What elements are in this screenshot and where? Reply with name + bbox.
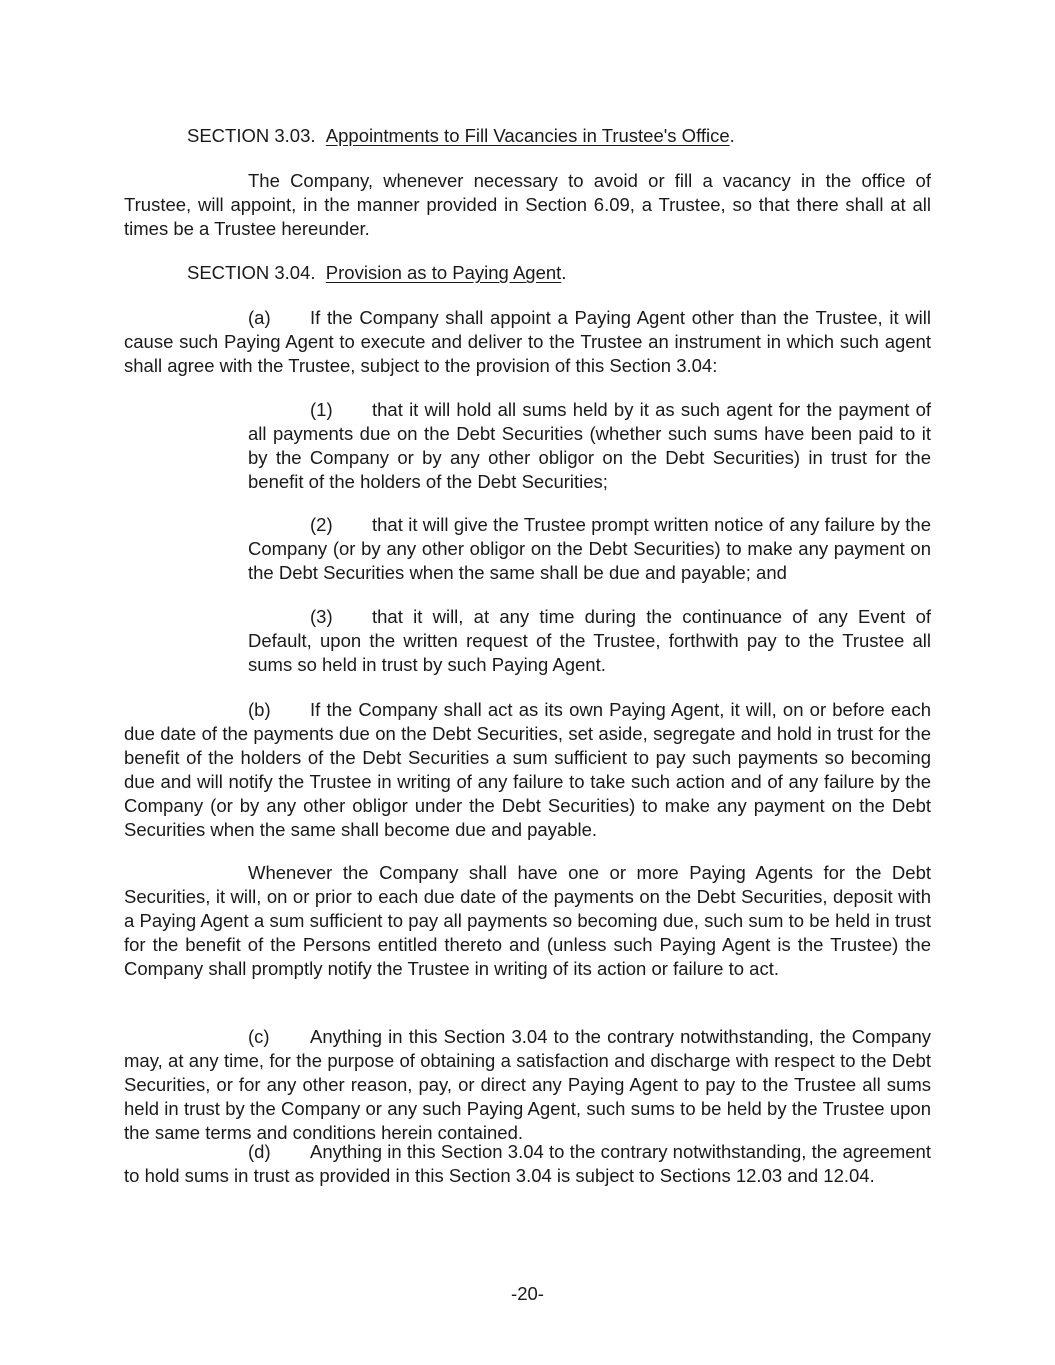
paragraph-a-label: (a) <box>248 307 271 328</box>
sub-item-3-text: that it will, at any time during the continuance of any Event of Default, upon the written request of the Trustee, forthwith pay to the Trustee all sums so held in trust by such Paying Agent. <box>248 606 931 675</box>
page-number: -20- <box>511 1283 544 1304</box>
section-3-04-title: Provision as to Paying Agent <box>325 262 562 283</box>
paragraph-d <box>124 1140 931 1188</box>
paragraph-whenever: Whenever the Company shall have one or more Paying Agents for the Debt Securities, it will, on or prior to each due date of the payments on the Debt Securities, deposit with a Paying Agent a sum sufficient to pay all payments so becoming due, such sum to be held in trust for the benefit of the Persons entitled thereto and (unless such Paying Agent is the Trustee) the Company shall promptly notify the Trustee in writing of its action or failure to act. <box>124 862 931 979</box>
section-3-03-title-suffix: . <box>729 125 735 146</box>
paragraph-c <box>124 1025 931 1145</box>
paragraph-c-text: Anything in this Section 3.04 to the contrary notwithstanding, the Company may, at any time, for the purpose of obtaining a satisfaction and discharge with respect to the Debt Securities, or for any other reason, pay, or direct any Paying Agent to pay to the Trustee all sums held in trust by the Company or any such Paying Agent, such sums to be held by the Trustee upon the same terms and conditions herein contained. <box>124 1026 931 1143</box>
sub-item-2-text: that it will give the Trustee prompt written notice of any failure by the Company (or by any other obligor on the Debt Securities) to make any payment on the Debt Securities when the same shall be due and payable; and <box>248 514 931 583</box>
paragraph-b-text: If the Company shall act as its own Paying Agent, it will, on or before each due date of the payments due on the Debt Securities, set aside, segregate and hold in trust for the benefit of the holders of the Debt Securities a sum sufficient to pay such payments so becoming due and will notify the Trustee in writing of any failure to take such action and of any failure by the Company (or by any other obligor under the Debt Securities) to make any payment on the Debt Securities when the same shall become due and payable. <box>124 699 931 840</box>
sub-item-3-label: (3) <box>310 606 333 627</box>
section-3-04-heading <box>187 261 566 285</box>
section-3-03-body: The Company, whenever necessary to avoid or fill a vacancy in the office of Trustee, will appoint, in the manner provided in Section 6.09, a Trustee, so that there shall at all times be a Trustee hereunder. <box>124 170 931 239</box>
sub-item-1-text: that it will hold all sums held by it as such agent for the payment of all payments due on the Debt Securities (whether such sums have been paid to it by the Company or by any other obligor on the Debt Securities) in trust for the benefit of the holders of the Debt Securities; <box>248 399 931 492</box>
paragraph-b <box>124 698 931 842</box>
sub-item-2-label: (2) <box>310 514 333 535</box>
paragraph-d-label: (d) <box>248 1141 271 1162</box>
section-3-03-number: SECTION 3.03. <box>187 125 316 146</box>
section-3-04-number: SECTION 3.04. <box>187 262 316 283</box>
sub-item-1-label: (1) <box>310 399 333 420</box>
sub-item-3 <box>248 605 931 677</box>
section-3-04-title-suffix: . <box>561 262 567 283</box>
paragraph-b-label: (b) <box>248 699 271 720</box>
sub-item-2 <box>248 513 931 585</box>
sub-item-1 <box>248 398 931 494</box>
paragraph-a-text: If the Company shall appoint a Paying Agent other than the Trustee, it will cause such Paying Agent to execute and deliver to the Trustee an instrument in which such agent shall agree with the Trustee, subject to the provision of this Section 3.04: <box>124 307 931 376</box>
paragraph-c-label: (c) <box>248 1026 270 1047</box>
section-3-03-heading <box>187 124 735 148</box>
section-3-03-title: Appointments to Fill Vacancies in Trustee's Office <box>325 125 730 146</box>
paragraph-d-text: Anything in this Section 3.04 to the contrary notwithstanding, the agreement to hold sums in trust as provided in this Section 3.04 is subject to Sections 12.03 and 12.04. <box>124 1141 931 1186</box>
paragraph-a <box>124 306 931 378</box>
